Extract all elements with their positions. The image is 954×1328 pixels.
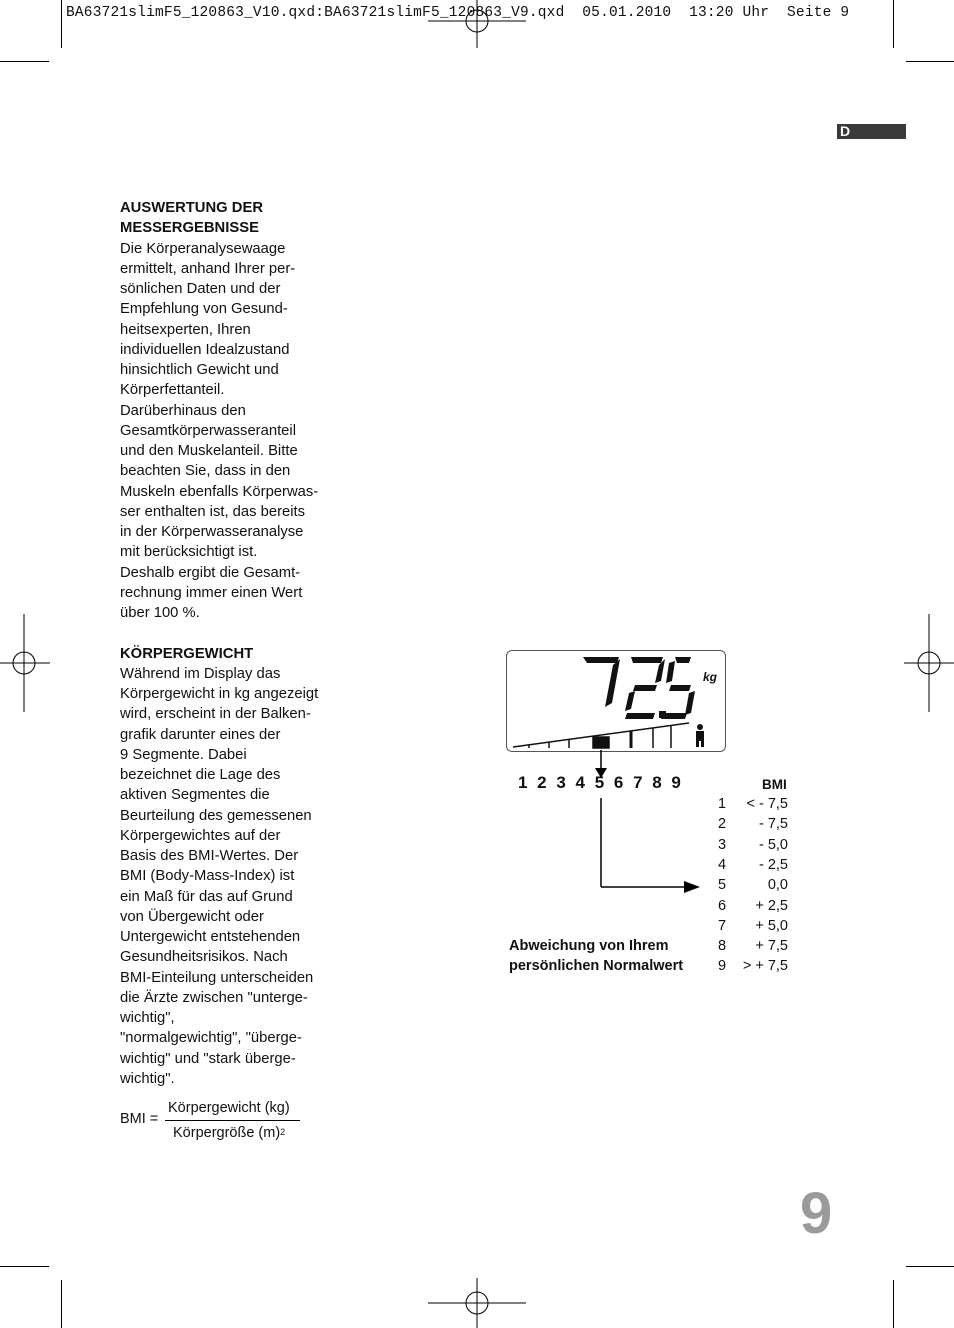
bmi-row-number: 9: [718, 958, 727, 975]
body-line: mit berücksichtigt ist.: [120, 544, 258, 561]
bmi-row-value: 0,0: [767, 877, 788, 894]
bmi-row-value: - 5,0: [758, 836, 788, 853]
body-line: ein Maß für das auf Grund: [120, 888, 293, 905]
body-line: sönlichen Daten und der: [120, 281, 281, 297]
body-line: wichtig" und "stark überge-: [120, 1050, 296, 1067]
body-line: wird, erscheint in der Balken-: [120, 706, 311, 723]
registration-mark-left: [0, 614, 50, 712]
body-line: die Ärzte zwischen "unterge-: [120, 989, 308, 1006]
formula-label: BMI =: [120, 1111, 159, 1127]
section-body-weight: [120, 664, 350, 1089]
body-line: Gesamtkörperwasseranteil: [120, 422, 296, 439]
language-tab: [837, 124, 906, 139]
body-line: BMI (Body-Mass-Index) ist: [120, 868, 295, 885]
body-line: Muskeln ebenfalls Körperwas-: [120, 483, 319, 500]
body-line: wichtig",: [120, 1010, 175, 1026]
registration-mark-bottom: [428, 1278, 526, 1328]
body-line: wichtig".: [120, 1070, 175, 1087]
heading-line: AUSWERTUNG DER: [120, 200, 264, 216]
crop-mark: [893, 1280, 894, 1328]
bmi-row-number: 3: [718, 836, 727, 853]
body-line: ermittelt, anhand Ihrer per-: [120, 260, 296, 277]
slug-line: BA63721slimF5_120863_V10.qxd:BA63721slimF5_120863_V9.qxd 05.01.2010 13:20 Uhr Seite 9: [66, 5, 850, 21]
page-number: 9: [800, 1181, 833, 1246]
body-line: Gesundheitsrisikos. Nach: [120, 949, 288, 966]
crop-mark: [61, 0, 62, 48]
bmi-row-value: > + 7,5: [742, 958, 788, 975]
bmi-row-value: - 7,5: [758, 816, 788, 833]
body-line: Beurteilung des gemessenen: [120, 807, 312, 824]
body-line: Basis des BMI-Wertes. Der: [120, 848, 299, 864]
segment-arrow: [590, 750, 710, 895]
bmi-row-number: 5: [718, 877, 727, 894]
bmi-row-value: + 5,0: [755, 917, 788, 934]
bmi-row-value: + 7,5: [755, 938, 788, 955]
bmi-row-number: 2: [718, 816, 727, 833]
bmi-row-number: 1: [718, 796, 727, 812]
deviation-label-line: persönlichen Normalwert: [509, 958, 684, 975]
deviation-label: [509, 936, 683, 977]
display-unit: kg: [703, 670, 718, 684]
crop-mark: [906, 61, 954, 62]
bmi-row-number: 6: [718, 897, 727, 914]
formula-denominator: Körpergröße (m): [173, 1125, 281, 1141]
bmi-row-number: 7: [718, 917, 727, 934]
section-body-results: [120, 239, 350, 624]
person-icon: [696, 724, 704, 747]
registration-mark-right: [904, 614, 954, 712]
body-line: aktiven Segmentes die: [120, 787, 270, 804]
bmi-row-number: 4: [718, 856, 727, 873]
bmi-row-number: 8: [718, 938, 727, 955]
crop-mark: [0, 61, 49, 62]
language-tab-label: D: [840, 123, 851, 139]
body-line: Körpergewicht in kg angezeigt: [120, 686, 319, 702]
heading-line: MESSERGEBNISSE: [120, 220, 259, 237]
bmi-table-header: BMI: [762, 777, 787, 792]
text-column: [120, 198, 350, 1089]
scale-display: [506, 650, 726, 752]
body-line: Empfehlung von Gesund-: [120, 301, 288, 318]
body-line: BMI-Einteilung unterscheiden: [120, 969, 314, 986]
body-line: und den Muskelanteil. Bitte: [120, 443, 298, 459]
crop-mark: [61, 1280, 62, 1328]
crop-mark: [893, 0, 894, 48]
body-line: heitsexperten, Ihren: [120, 321, 251, 338]
formula-numerator: Körpergewicht (kg): [168, 1100, 290, 1116]
body-line: Körperfettanteil.: [120, 382, 225, 399]
weight-reading: [583, 657, 695, 719]
bmi-row-value: - 2,5: [758, 856, 788, 873]
body-line: Die Körperanalysewaage: [120, 240, 286, 257]
section-heading-results: [120, 198, 350, 239]
body-line: Untergewicht entstehenden: [120, 929, 301, 945]
body-line: beachten Sie, dass in den: [120, 463, 291, 480]
body-line: bezeichnet die Lage des: [120, 767, 281, 783]
fraction-bar: [165, 1120, 300, 1121]
body-line: ser enthalten ist, das bereits: [120, 503, 306, 520]
bmi-row-value: + 2,5: [755, 897, 788, 914]
formula-exponent: 2: [280, 1127, 286, 1137]
registration-mark-top: [428, 0, 526, 50]
body-line: "normalgewichtig", "überge-: [120, 1030, 302, 1047]
body-line: in der Körperwasseranalyse: [120, 524, 304, 540]
body-line: über 100 %.: [120, 605, 200, 621]
formula-denominator-wrap: [173, 1125, 285, 1141]
display-graphic: [507, 651, 725, 751]
body-line: Darüberhinaus den: [120, 402, 246, 419]
bar-segments: [529, 726, 671, 748]
body-line: von Übergewicht oder: [120, 908, 264, 925]
body-line: 9 Segmente. Dabei: [120, 746, 247, 763]
body-line: individuellen Idealzustand: [120, 341, 290, 358]
crop-mark: [906, 1266, 954, 1267]
section-heading-weight: KÖRPERGEWICHT: [120, 645, 254, 662]
body-line: hinsichtlich Gewicht und: [120, 362, 279, 378]
body-line: rechnung immer einen Wert: [120, 584, 303, 601]
deviation-label-line: Abweichung von Ihrem: [509, 938, 669, 954]
body-line: grafik darunter eines der: [120, 726, 281, 743]
body-line: Deshalb ergibt die Gesamt-: [120, 564, 301, 581]
body-line: Während im Display das: [120, 665, 281, 682]
segment-numbers: 1 2 3 4 5 6 7 8 9: [518, 773, 682, 792]
crop-mark: [0, 1266, 49, 1267]
body-line: Körpergewichtes auf der: [120, 827, 281, 844]
bmi-row-value: < - 7,5: [746, 796, 788, 812]
